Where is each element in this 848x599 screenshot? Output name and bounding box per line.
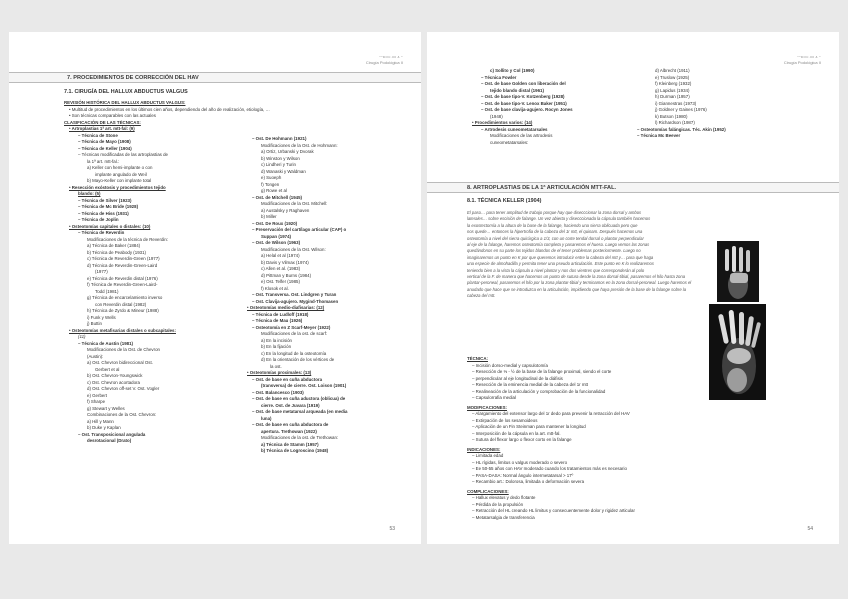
paragraph-line: laterales… sobre escisión de falange. Un vez abierta y disecccionada la cápsula también hacemos [467,216,651,222]
header-subject: Cirugía Podológica II [365,60,403,65]
text-line: • Son técnicas comparables con las actuales [69,113,156,118]
top-left-column [467,68,637,146]
header-subject: Cirugía Podológica II [783,60,821,65]
text-line: – Técnica de Keller (1904) [78,145,132,151]
text-line: Todd (1981) [95,288,119,294]
indicaciones-heading: INDICACIONES: [467,446,501,452]
item-text: Metatarsalgia de transferencia [475,514,535,520]
paragraph-line: osteotomía a nivel del sierra quirúrgica a 1/3, con un corte tendal dorsal o plantar perpendicular [467,235,644,241]
text-line: Modificaciones de la Ost. Mitchell: [261,201,328,206]
paragraph-line: imaginaremos un punto en K por que queremos introducir entre la cabeza del mtt y… para que haga [467,254,654,260]
item-text: Capsulorrafia medial [475,395,516,400]
text-line: – Ost. De Roux (1920) [252,220,298,226]
bullet-dash: – [472,459,476,465]
item-text: Extirpación de los sesamoideos [475,417,538,423]
text-line: – Ost. Balancesco (1903) [252,389,304,395]
text-line: c) Sollito y Col (1990) [490,68,535,73]
bullet-dash: – [472,417,476,423]
item-text: Interposición de la cápsula en la art. mtt-fal. [475,430,561,436]
bullet-dash: – [472,430,476,436]
text-line: c) En la longitud de la osteotomía [261,350,327,356]
text-line: Modificaciones de la ost. de scarf: [261,331,328,336]
tecnica-item [467,395,767,402]
text-line: k) Butson (1980) [655,113,688,119]
text-line: f) Tongen [261,181,280,187]
text-line: Modificaciones de la ost. de Trethowan: [261,435,339,440]
text-line: – Técnica de Joplin [78,217,119,222]
item-text: HL rígidas, limitus o valgus moderado o severo [475,459,568,465]
text-line: – Técnica de Mau (1926) [252,318,303,323]
bullet-dash: – [472,479,476,484]
paragraph-line: una especie de almohadilla y permita tener una pseudo articulación. Este punto en K lo realizaremos [467,261,654,267]
item-text: Hallux elevatus y dedo flotante [475,495,536,500]
text-line: b) Duke y Kaplan [87,425,121,430]
header-logo-text: ^^DOC·00 & ^ [797,55,821,59]
text-line: b) Técnica de Peabody (1931) [87,249,146,255]
bullet-dash: – [472,375,476,381]
xray-image-top [717,241,759,302]
item-text: Realineación de la articulación y comprobación de la funcionalidad [475,388,606,394]
item-text: Retracción del HL creando HL limitus y consecuentemente dolor y rigidez articular [475,508,635,513]
xray-foot-icon [717,241,759,302]
text-line: l) Richardson (1987) [655,120,695,125]
item-text: perpendicular al eje longitudinal de la diáfisis [475,375,563,381]
text-line: d) Ost. Chevron off-set V. Ost. Vogler [87,386,160,391]
text-line: la ost. [270,363,282,369]
lists-column [467,356,767,521]
text-line: – Ost. De Hohmann (1921) [252,136,307,141]
text-line: – Ost. de base tipo-V. Lenox Baker (1951) [481,100,567,106]
text-line: – Osteotomía en Z Scarf-Meyer (1922) [252,324,331,330]
bullet-dash: – [472,437,476,442]
text-line: • Osteotomías proximales: (13) [247,370,312,375]
text-line: g) Rowe et al [261,188,287,193]
text-line: – Ost. de Mitchell (1945) [252,194,303,200]
header-logo-text: ^^DOC·00 & ^ [379,55,403,59]
item-text: Resección de ⅓ - ½ de la base de la falange proximal, siendo el corte [475,369,612,374]
intro-paragraph [467,210,713,300]
text-line: blando: (5) [78,191,101,196]
complicaciones-heading: COMPLICACIONES: [467,488,509,494]
text-line: apertura. Trethowan (1922) [261,428,317,434]
text-line: desrotacional (Drato) [87,438,132,443]
bullet-dash: – [472,508,476,513]
text-line: implante angulado de Weil [95,171,147,177]
paragraph-line: nos quede… entonces la hipertrofia de la cabeza del 1r mtt, el quinam. Después hacemos una [467,229,643,235]
text-line: a) Ost. Chevron bidireccional Ost. [87,360,153,365]
text-line: luna) [261,415,272,421]
text-line: – Artrodesis cuneometatarsales [481,126,548,132]
bullet-dash: – [472,472,476,478]
text-line: c) Ost. Chevron acortadora [87,379,140,385]
text-line: b) Ost. Chevron-Youngswick [87,373,143,378]
paragraph-line: plantar-peroneal, pasaremos el hilo por la zona plantar-tibial y terminamos en la zona dorsal-peroneal. Luego haremos el [467,280,692,286]
text-line: f) Técnica de Reverdin-Green-Laird- [87,282,158,287]
text-line: a) Austalsky y Raghaven [261,207,310,213]
item-text: Alargamiento del extensor largo del 1r dedo para prevenir la retracción del HAV [475,411,630,416]
text-line: • Procedimientos varios: (14) [472,120,533,125]
text-line: b) En la fijación [261,344,292,349]
text-line: • Osteotomías medio-diafisarias: (12) [247,305,325,310]
section-title-bar [9,72,421,83]
page-number: 54 [807,526,813,532]
text-line: – Técnica Mc Beever [637,133,681,138]
item-text: Resección de la eminencia medial de la cabeza del 1r mtt [475,382,588,387]
text-line: b) Davis y Vilmax (1974) [261,259,309,265]
text-line: b) Técnica de Logroscino (1948) [261,448,329,453]
text-line: – Técnica de Stone [78,132,118,138]
section-title: 7. PROCEDIMIENTOS DE CORRECCIÓN DEL HAV [67,74,199,81]
section-title: 8. ARTROPLASTIAS DE LA 1ª ARTICULACIÓN MTT-FAL. [467,184,617,191]
bullet-dash: – [472,362,476,368]
text-line: – Técnica de Mc Bride (1928) [78,204,139,209]
item-text: Recambio art.: Dolorosa, limitada o deformación severa [475,479,585,484]
paragraph-line: quedándonos en su parte los tejidos blandos de el tener problemas posteriormente. Luego no [467,248,641,254]
text-line: e) Gerbert [87,392,108,398]
item-text: Sutura del flexor largo o flexor corto en la falange [475,437,572,442]
item-text: Incisión dorso-medial y capsulotomía [475,362,548,368]
text-line: (1948) [490,113,503,119]
text-line: i) Giannestras (1973) [655,100,697,106]
indicaciones-item [467,479,767,486]
text-line: g) Lapidus (1934) [655,87,690,93]
text-line: – Técnica de Reverdin [78,230,125,235]
text-line: con Reverdin distal (1982) [95,301,147,307]
text-line: a) En la incisión [261,337,292,343]
text-line: d) Técnica de Reverdin-Green-Laird [87,262,158,268]
text-line: c) Técnica de Reverdin-Green (1977) [87,256,160,261]
text-line: f) Sharpe [87,399,106,404]
paragraph-line: teniendo bien a la vista la cápsula a nivel plantar y nos dos vientres que corresponderán al polo [467,267,645,273]
text-line: Suppan (1974) [261,233,292,239]
complicaciones-item [467,515,767,522]
text-line: Combinaciones de la Ost. Chevron: [87,412,157,417]
text-line: a) Técnica de Stamm (1957) [261,441,319,447]
text-line: i) Funk y Wells [87,314,116,320]
text-line: tejido blando distal (1961) [490,87,544,93]
text-line: b) Miller [261,214,277,219]
text-line: – Ost. de Wilson (1963) [252,240,301,245]
text-line: – Ost. de base en cuña aductora (oblicua) de [252,396,346,401]
section-title-bar [427,182,839,193]
text-line: • Resección exóstosis y procedimientos tejido [69,184,166,190]
text-line: c) Allen et al. (1983) [261,266,301,271]
bullet-dash: – [472,514,476,520]
text-line: b) Winston y Wilson [261,155,300,161]
paragraph-line: cabeza del mtt. [467,293,496,299]
paragraph-line: anudado que hace que se introduzca en la articulación, impidiendo que haya presión de la base de la falange sobre la [467,286,687,292]
text-line: (transversa) de cierre. Ost. Loison (1901) [261,383,347,388]
bullet-dash: – [472,395,476,400]
text-line: h) Durman (1957) [655,94,690,99]
paragraph-line: la exostectomía a la altura de la base de la falange, haciendo una sierra oblicuada pero que [467,222,638,228]
subsection-title: 7.1. CIRUGÍA DEL HALLUX ABDUCTUS VALGUS [64,89,188,95]
bullet-dash: – [472,501,476,507]
text-line: Modificaciones de la técnica de Reverdin: [87,236,169,242]
text-line: a) Keller con hemi-implante o con [87,165,153,170]
text-line: – Técnica de Silver (1923) [78,197,132,203]
text-line: a) Helal et al (1974) [261,253,300,258]
text-line: Modificaciones de la Ost. Wilson: [261,246,326,252]
text-line: d) En la orientación de los vértices de [261,357,335,362]
page-54 [427,32,839,544]
text-line: g) Técnica de encarcelamiento inverso [87,295,163,300]
text-line: – Técnica Fowler [481,74,517,80]
text-line: • Multitud de procedimientos en los últimos cien años, dependiendo del año de realización, etiología, … [69,106,270,112]
modificaciones-item [467,437,767,444]
text-line: c) Lindheri y Turin [261,162,296,167]
text-line: • Artroplastias 1ª art. mtt-fal: (9) [69,126,135,131]
item-text: Limitada edad [475,453,504,458]
text-line: CLASIFICACIÓN DE LAS TÉCNICAS: [64,119,141,125]
text-line: – Técnica de Austin (1981) [78,340,133,346]
text-line: – Ost. de base en cuña abductora [252,376,323,382]
text-line: • Osteotomías metafisarias distales o subcapitales: [69,327,176,333]
text-line: – Ost. de base clavija-agujero. Rocyn Jones [481,107,573,112]
bullet-dash: – [472,453,476,458]
text-line: cuneometatarsales: [490,139,529,145]
text-line: j) Buttin [87,321,102,326]
item-text: Aplicación de un Fin Steinman para mantener la longitud [475,424,586,429]
bullet-dash: – [472,411,476,416]
bullet-dash: – [472,382,476,387]
text-line: – Técnica de Hiss (1931) [78,210,129,216]
paragraph-line: al eje de la falange, haremos osteotomía completa y pasaremos el hueso. Luego vemos las zonas [467,242,650,248]
text-line: a) Hill y Mann [87,418,114,424]
text-line: la 1ª art. mtt-fal.: [87,158,120,164]
bullet-dash: – [472,388,476,394]
text-line: – Técnicas modificadas de las artroplastias de [78,152,168,157]
page-header [784,55,821,65]
text-line: – Ost. Clavija-agujero. Mygind-Thomasen [252,298,339,304]
item-text: Pérdida de la propulsión [475,501,524,507]
text-line: – Ost. de base Golden con liberación del [481,81,566,86]
right-column [247,136,392,455]
text-line: h) Técnica de Zyrdo & Mineur (1988) [87,308,159,313]
text-line: – Técnica de Mayo (1908) [78,139,131,144]
text-line: – Osteotomías falángicas. Téc. Akin (1952) [637,126,726,132]
text-line: Modificaciones de la Ost. de Hohmann: [261,142,338,148]
bullet-dash: – [472,369,476,374]
text-line: a) Ortiz, Urbanski y Dvorak [261,149,314,154]
text-line: – Ost. de base en cuña abductora de [252,422,329,427]
modificaciones-heading: MODIFICACIONES: [467,404,508,410]
bullet-dash: – [472,495,476,500]
text-line: g) Stewart y Welles [87,405,125,411]
bullet-dash: – [472,424,476,429]
text-line: e) Técnica de Reverdin distal (1976) [87,275,158,281]
text-line: – Técnica de Ludloff (1918) [252,311,309,317]
subsection-title: 8.1. TÉCNICA KELLER (1904) [467,198,542,204]
text-line: (11) [78,334,86,339]
page-number: 53 [389,526,395,532]
text-line: j) Goldner y Gaines (1976) [655,107,707,112]
text-line: e) Ost. Telfer (1985) [261,279,300,284]
bullet-dash: – [472,466,476,471]
text-line: – Ost. Transposicional angulada [78,431,146,437]
page-53 [9,32,421,544]
text-line: f) Kleinberg (1932) [655,81,692,86]
text-line: (Austin): [87,353,104,359]
text-line: (1977) [95,269,108,274]
text-line: b) Mayo-Keller con implante total [87,178,152,183]
item-text: Ee 50-55 años con HAV moderado cuando los tratamientos más es necesario [475,466,627,471]
page-header [366,55,403,65]
text-line: Modificaciones de la Ost. de Chevron [87,347,160,352]
text-line: d) Pittman y Burns (1984) [261,272,312,278]
tecnica-heading: TÉCNICA: [467,356,488,361]
text-line: cierre. Ost. de Juvara (1919) [261,402,320,408]
text-line: d) Wanaski y Waldman [261,168,306,174]
text-line: • Osteotomías capitales o distales: (10) [69,223,151,229]
top-right-column [632,68,802,140]
text-line: f) Klosok et al. [261,285,289,291]
text-line: e) Suoeph [261,175,282,180]
item-text: PASA-DASA: Normal ángulo intermetatarsal > 17º [475,472,574,478]
paragraph-line: vertical de la F. de manera que hacemos un punto de sutura desde la zona dorsal-tibial, pasaremos el hilo hasta zona [467,274,686,280]
text-line: a) Técnica de Baker (1884) [87,243,141,248]
text-line: – Preservación del cartílago articular (CAP) o [252,227,347,232]
text-line: Gerbert et al [95,366,120,372]
text-line: – Ost. de base tipo-V. Kotzenberg (1928) [481,94,565,99]
paragraph-line: El paso… para tener amplitud de trabajo porque hay que disecccionar la zona dorsal y ambos [467,210,642,215]
text-line: e) Truslow (1925) [655,74,690,80]
text-line: REVISIÓN HISTÓRICA DEL HALLUX ABDUCTUS VALGUS: [64,100,186,105]
text-line: – Ost. Transversa. Ost. Lindgren y Turan [252,292,337,297]
text-line: Modificaciones de las artrodesis [490,133,553,138]
text-line: d) Albrecht (1911) [655,68,690,73]
text-line: – Ost. de base metatarsal arqueada (en media [252,409,348,414]
